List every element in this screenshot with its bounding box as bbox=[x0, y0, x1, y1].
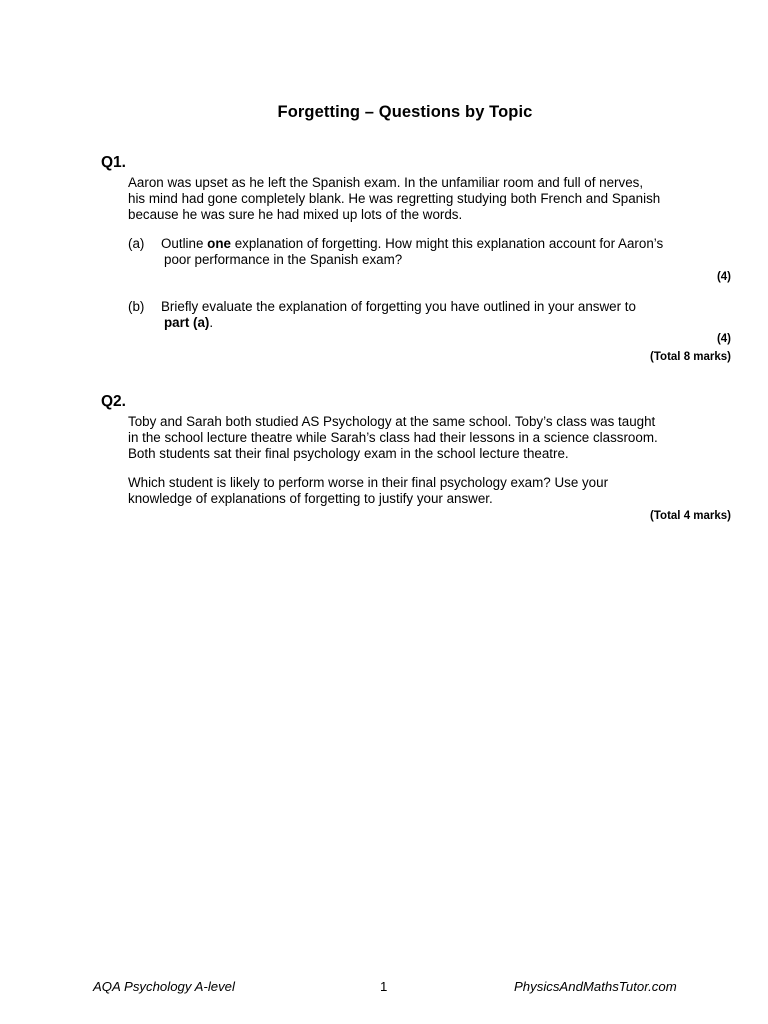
question-1-stem-line: because he was sure he had mixed up lots of the words. bbox=[128, 207, 463, 222]
question-1-stem-line: his mind had gone completely blank. He was regretting studying both French and Spanish bbox=[128, 191, 661, 206]
part-b-reference-bold: part (a) bbox=[164, 315, 210, 330]
page-title: Forgetting – Questions by Topic bbox=[277, 103, 533, 121]
question-2-question-line: knowledge of explanations of forgetting to justify your answer. bbox=[128, 491, 493, 506]
part-a-text-post: explanation of forgetting. How might this explanation account for Aaron’s bbox=[230, 236, 664, 251]
part-a-continuation: poor performance in the Spanish exam? bbox=[164, 252, 403, 267]
question-1-total-marks: (Total 8 marks) bbox=[650, 351, 731, 363]
question-2-stem-line: in the school lecture theatre while Sarah’s class had their lessons in a science classroom. bbox=[128, 430, 658, 445]
part-a-marks: (4) bbox=[716, 271, 731, 283]
footer-page-number: 1 bbox=[380, 979, 388, 994]
question-2-stem-line: Toby and Sarah both studied AS Psychology at the same school. Toby’s class was taught bbox=[128, 414, 656, 429]
part-a-letter: (a) bbox=[128, 236, 145, 251]
question-1-part-b bbox=[128, 299, 636, 331]
part-a-text-bold: one bbox=[207, 236, 231, 251]
part-a-text-pre: Outline bbox=[161, 236, 208, 251]
part-b-marks: (4) bbox=[716, 333, 731, 345]
question-2-stem-line: Both students sat their final psychology exam in the school lecture theatre. bbox=[128, 446, 569, 461]
question-1-label: Q1. bbox=[101, 154, 126, 171]
part-b-text: Briefly evaluate the explanation of forgetting you have outlined in your answer to bbox=[161, 299, 636, 314]
question-1-stem bbox=[128, 175, 660, 223]
question-1-stem-line: Aaron was upset as he left the Spanish exam. In the unfamiliar room and full of nerves, bbox=[128, 175, 644, 190]
footer-website: PhysicsAndMathsTutor.com bbox=[514, 979, 677, 994]
question-2-question-line: Which student is likely to perform worse in their final psychology exam? Use your bbox=[128, 475, 609, 490]
part-b-letter: (b) bbox=[128, 299, 145, 314]
question-2-question bbox=[128, 475, 608, 507]
question-2-stem bbox=[128, 414, 658, 462]
footer-course: AQA Psychology A-level bbox=[93, 979, 235, 994]
question-2-label: Q2. bbox=[101, 393, 126, 410]
question-1-part-a bbox=[128, 236, 663, 268]
question-2-total-marks: (Total 4 marks) bbox=[650, 510, 731, 522]
part-b-reference-post: . bbox=[209, 315, 214, 330]
